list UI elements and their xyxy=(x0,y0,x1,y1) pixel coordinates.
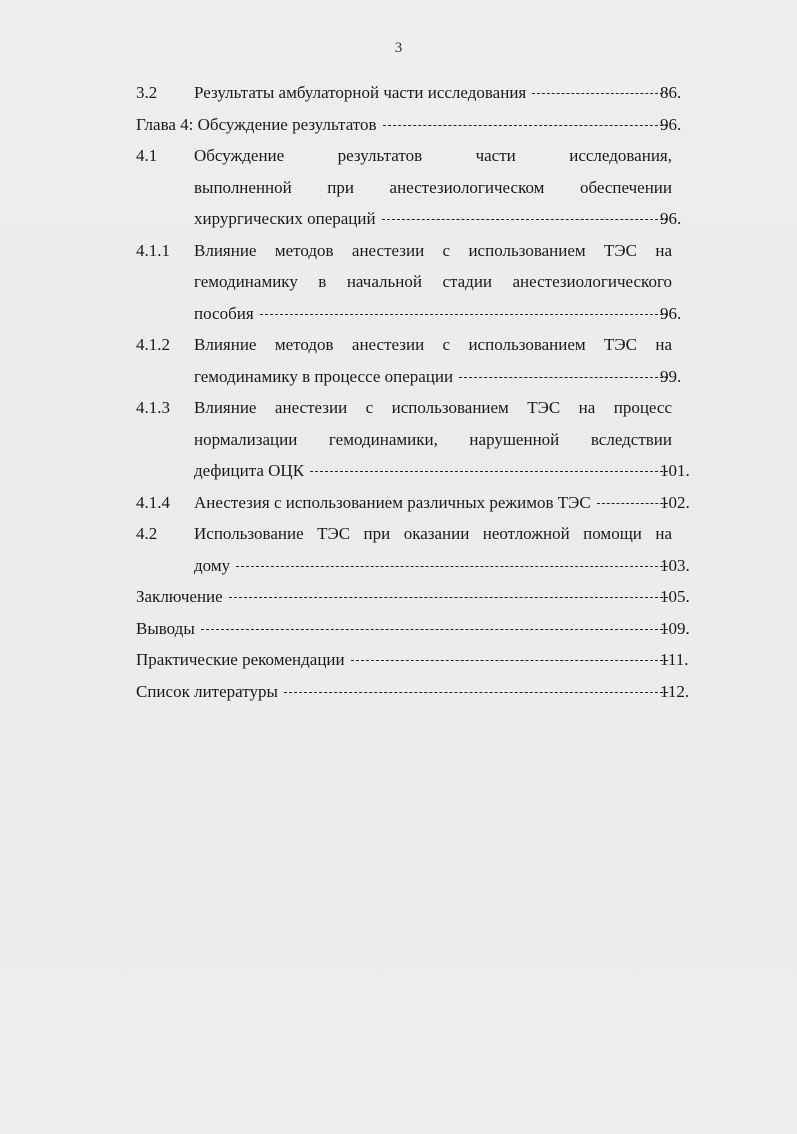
toc-entry-4-1-4 xyxy=(136,487,726,519)
toc-entry-4-1-1 xyxy=(136,235,726,330)
toc-entry-number: 4.1.2 xyxy=(136,335,170,354)
dot-leader xyxy=(310,471,668,472)
toc-entry-line: нормализации гемодинамики, нарушенной вследствии xyxy=(194,429,672,449)
toc-entry-page: 111. xyxy=(660,650,689,669)
dot-leader xyxy=(236,566,668,567)
toc-entry-page: 101. xyxy=(660,461,690,480)
toc-entry-3-2 xyxy=(136,77,726,109)
toc-entry-number: 4.1.1 xyxy=(136,240,170,260)
dot-leader xyxy=(383,125,668,126)
toc-entry-conclusion xyxy=(136,581,726,613)
toc-entry-line: выполненной при анестезиологическом обеспечении xyxy=(194,177,672,197)
toc-entry-page: 102. xyxy=(660,492,690,512)
toc-entry-page: 105. xyxy=(660,587,690,606)
toc-entry-line: Влияние анестезии с использованием ТЭС на процесс xyxy=(194,398,672,417)
toc-entry-title: пособия xyxy=(194,303,254,323)
dot-leader xyxy=(382,219,668,220)
toc-entry-line: Обсуждение результатов части исследования, xyxy=(194,146,672,165)
toc-entry-title: гемодинамику в процессе операции xyxy=(194,366,454,386)
toc-entry-line: Влияние методов анестезии с использованием ТЭС на xyxy=(194,240,672,260)
dot-leader xyxy=(284,692,668,693)
toc-entry-4-2 xyxy=(136,518,726,581)
toc-entry-chapter-4 xyxy=(136,109,726,141)
dot-leader xyxy=(229,597,668,598)
toc-entry-title: дому xyxy=(194,555,231,575)
toc-entry-references xyxy=(136,676,726,708)
table-of-contents xyxy=(136,77,726,707)
page-number: 3 xyxy=(394,40,403,56)
toc-entry-findings xyxy=(136,613,726,645)
toc-entry-title: Список литературы xyxy=(136,681,278,701)
toc-entry-title: Результаты амбулаторной части исследования xyxy=(194,83,527,102)
toc-entry-title: Практические рекомендации xyxy=(136,650,345,669)
toc-entry-4-1-2 xyxy=(136,329,726,392)
toc-entry-number: 4.1.4 xyxy=(136,492,170,512)
toc-entry-number: 3.2 xyxy=(136,83,158,102)
toc-entry-page: 109. xyxy=(660,618,690,638)
toc-entry-title: Анестезия с использованием различных режимов ТЭС xyxy=(194,492,591,512)
toc-entry-page: 99. xyxy=(660,366,682,386)
toc-entry-page: 103. xyxy=(660,555,690,575)
dot-leader xyxy=(597,503,668,504)
toc-entry-title: хирургических операций xyxy=(194,209,376,228)
toc-entry-line: Использование ТЭС при оказании неотложной помощи на xyxy=(194,524,672,543)
toc-entry-title: дефицита ОЦК xyxy=(194,461,305,480)
toc-entry-number: 4.1 xyxy=(136,146,158,165)
toc-entry-page: 86. xyxy=(660,83,682,102)
toc-entry-4-1 xyxy=(136,140,726,235)
toc-entry-number: 4.2 xyxy=(136,524,158,543)
toc-entry-line: гемодинамику в начальной стадии анестезиологического xyxy=(194,272,672,291)
toc-entry-title: Глава 4: Обсуждение результатов xyxy=(136,114,377,134)
toc-entry-4-1-3 xyxy=(136,392,726,487)
toc-entry-page: 96. xyxy=(660,303,682,323)
toc-entry-recommendations xyxy=(136,644,726,676)
dot-leader xyxy=(532,93,668,94)
dot-leader xyxy=(351,660,668,661)
toc-entry-title: Заключение xyxy=(136,587,223,606)
toc-entry-page: 96. xyxy=(660,114,682,134)
toc-entry-line: Влияние методов анестезии с использованием ТЭС на xyxy=(194,335,672,354)
toc-entry-title: Выводы xyxy=(136,618,195,638)
dot-leader xyxy=(201,629,668,630)
toc-entry-page: 112. xyxy=(660,681,690,701)
toc-entry-number: 4.1.3 xyxy=(136,398,170,417)
toc-entry-page: 96. xyxy=(660,209,682,228)
dot-leader xyxy=(459,377,668,378)
dot-leader xyxy=(260,314,668,315)
